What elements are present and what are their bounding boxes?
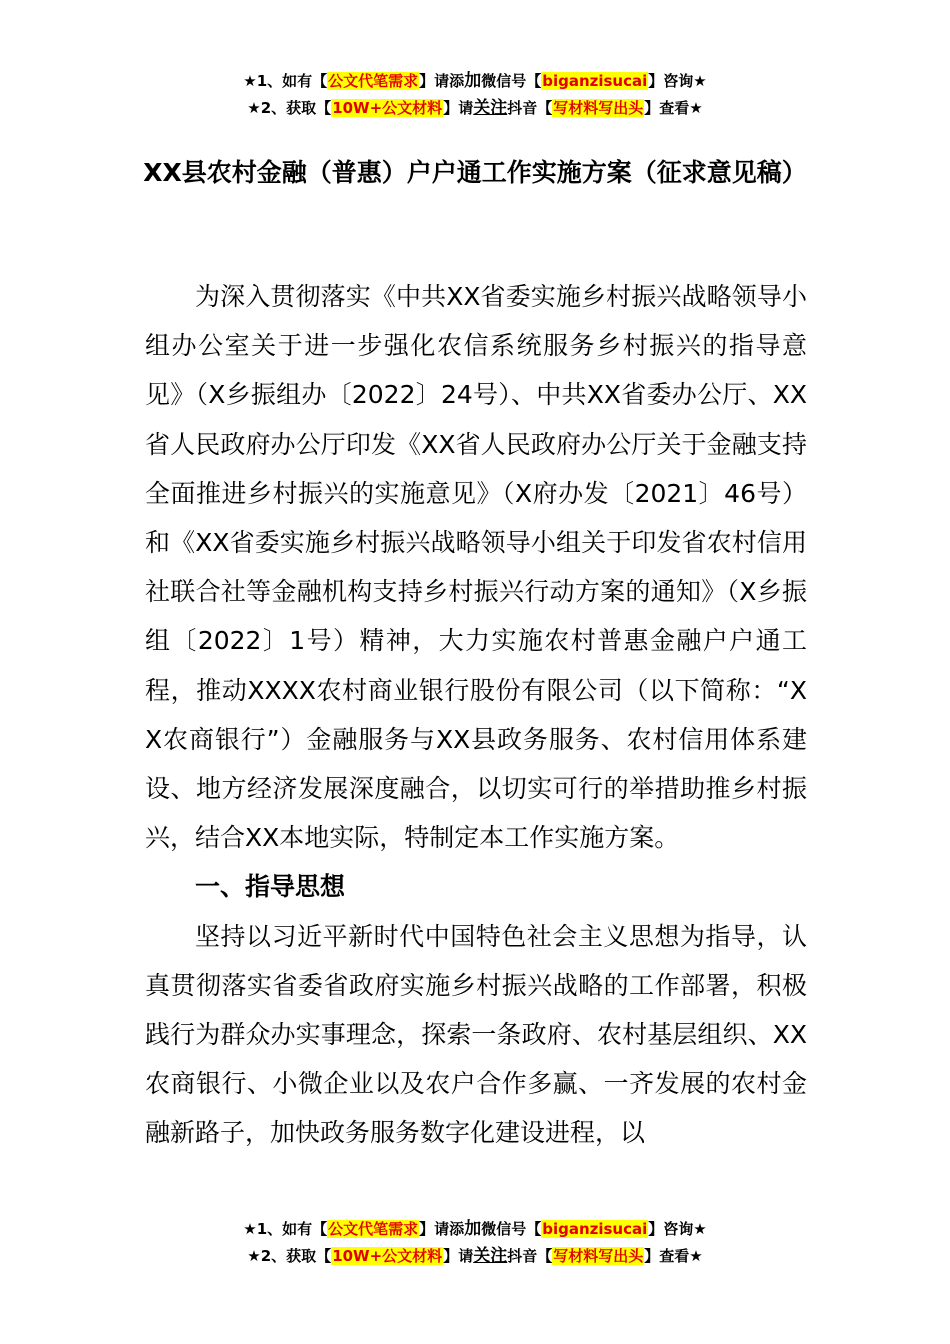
promo-text: 】咨询★: [648, 1220, 707, 1238]
promo-highlight: 公文代笔需求: [328, 72, 419, 90]
promo-emphasis: 关注: [473, 1246, 508, 1266]
promo-highlight: 10W+公文材料: [332, 99, 443, 117]
promo-text: 微信号【: [481, 72, 542, 90]
promo-highlight: biganzisucai: [542, 72, 648, 90]
promo-text: 】查看★: [644, 1247, 703, 1265]
promo-highlight: 写材料写出头: [553, 99, 644, 117]
promo-text: 抖音【: [507, 1247, 553, 1265]
promo-emphasis: 加: [464, 71, 482, 91]
promo-highlight: 10W+公文材料: [332, 1247, 443, 1265]
promo-line-1: [0, 1216, 950, 1243]
promo-text: 抖音【: [507, 99, 553, 117]
promo-text: 微信号【: [481, 1220, 542, 1238]
body-paragraph: 坚持以习近平新时代中国特色社会主义思想为指导，认真贯彻落实省委省政府实施乡村振兴战略的工作部署，积极践行为群众办实事理念，探索一条政府、农村基层组织、XX农商银行、小微企业以及农户合作多赢、一齐发展的农村金融新路子，加快政务服务数字化建设进程，以: [145, 921, 807, 1148]
document-body: [145, 272, 807, 1158]
section-heading: 一、指导思想: [195, 872, 346, 902]
promo-text: ★2、获取【: [247, 99, 332, 117]
promo-text: 】请: [443, 99, 474, 117]
promo-text: 】请添: [419, 72, 465, 90]
promo-text: ★1、如有【: [243, 1220, 328, 1238]
promo-highlight: 公文代笔需求: [328, 1220, 419, 1238]
document-title: XX县农村金融（普惠）户户通工作实施方案（征求意见稿）: [143, 158, 807, 187]
promo-text: 】请添: [419, 1220, 465, 1238]
promo-highlight: 写材料写出头: [553, 1247, 644, 1265]
promo-text: 】咨询★: [648, 72, 707, 90]
promo-text: 】请: [443, 1247, 474, 1265]
promo-text: ★2、获取【: [247, 1247, 332, 1265]
body-paragraph: 为深入贯彻落实《中共XX省委实施乡村振兴战略领导小组办公室关于进一步强化农信系统服务乡村振兴的指导意见》（X乡振组办〔2022〕24号）、中共XX省委办公厅、XX省人民政府办公厅印发《XX省人民政府办公厅关于金融支持全面推进乡村振兴的实施意见》（X府办发〔2021〕46号）和《XX省委实施乡村振兴战略领导小组关于印发省农村信用社联合社等金融机构支持乡村振兴行动方案的通知》（X乡振组〔2022〕1号）精神，大力实施农村普惠金融户户通工程，推动XXXX农村商业银行股份有限公司（以下简称：“XX农商银行”）金融服务与XX县政务服务、农村信用体系建设、地方经济发展深度融合，以切实可行的举措助推乡村振兴，结合XX本地实际，特制定本工作实施方案。: [145, 282, 807, 853]
footer-promo-banner: [0, 1216, 950, 1270]
promo-line-1: [0, 68, 950, 95]
promo-text: 】查看★: [644, 99, 703, 117]
promo-line-2: [0, 1243, 950, 1270]
promo-emphasis: 加: [464, 1219, 482, 1239]
promo-text: ★1、如有【: [243, 72, 328, 90]
promo-highlight: biganzisucai: [542, 1220, 648, 1238]
promo-line-2: [0, 95, 950, 122]
promo-emphasis: 关注: [473, 98, 508, 118]
header-promo-banner: [0, 68, 950, 122]
